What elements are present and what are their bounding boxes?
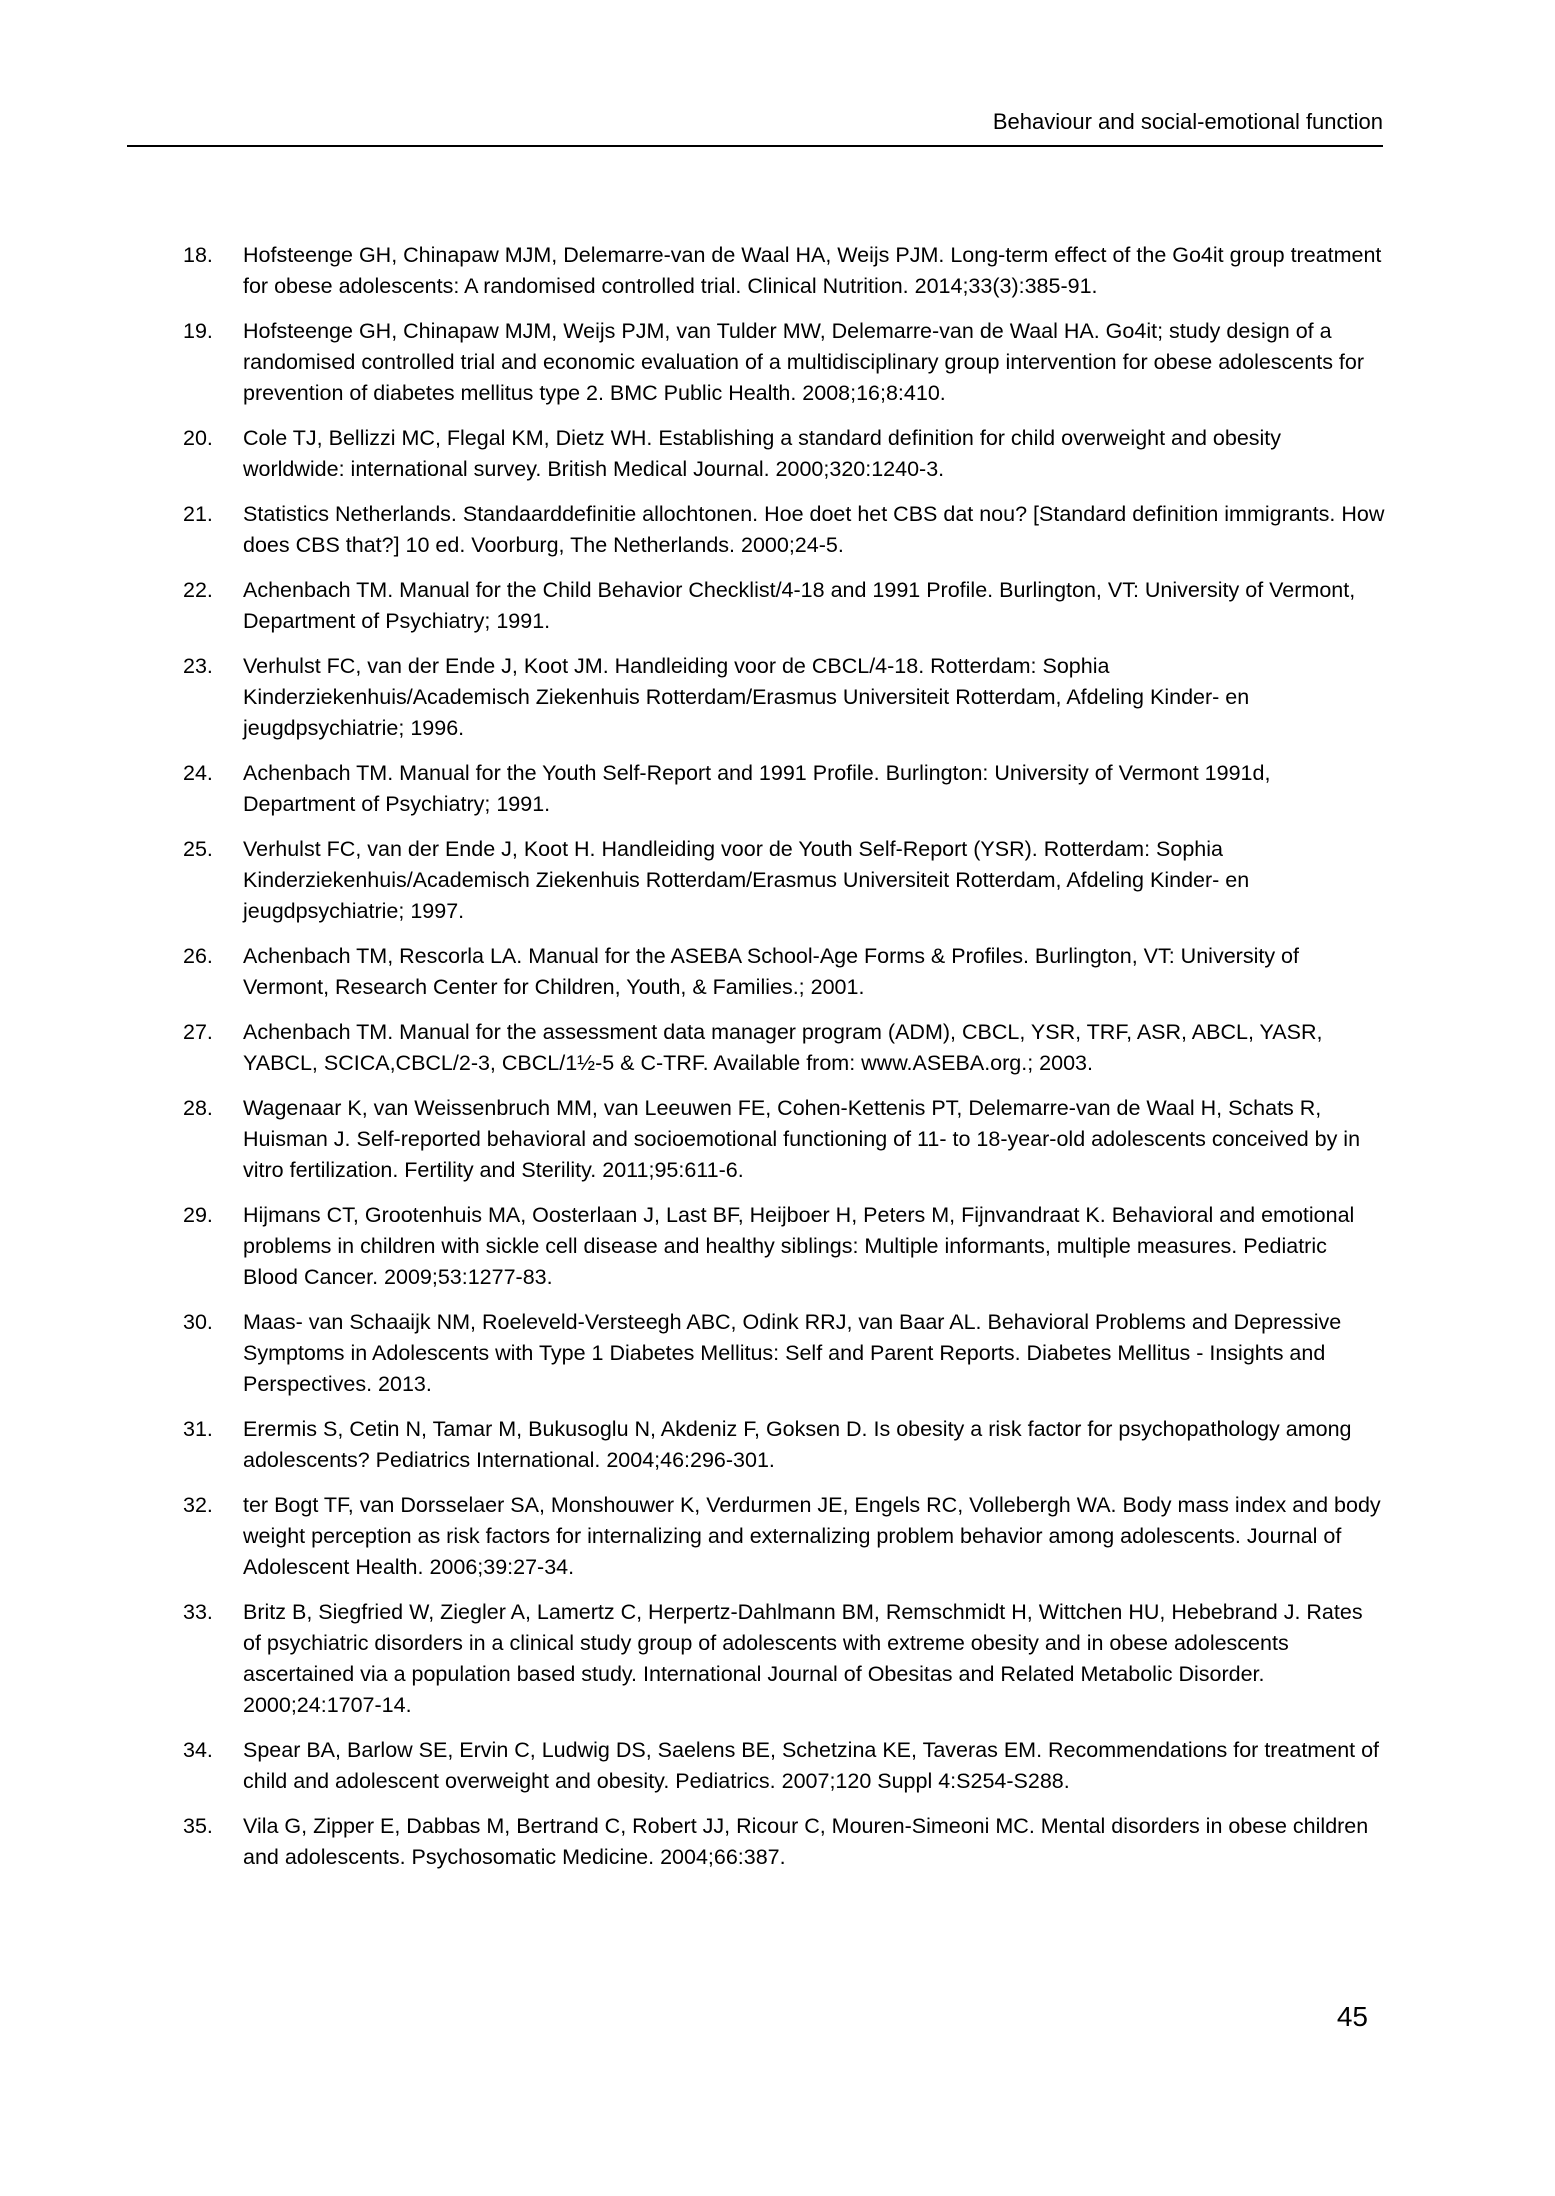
running-header <box>127 108 1383 142</box>
reference-number: 20. <box>183 426 213 450</box>
reference-item <box>183 651 1386 744</box>
reference-text: Verhulst FC, van der Ende J, Koot JM. Handleiding voor de CBCL/4-18. Rotterdam: Sophia Kinderziekenhuis/Academisch Ziekenhuis Rotterdam/Erasmus Universiteit Rotterdam, Afdeling Kinder- en jeugdpsychiatrie; 1996. <box>243 654 1250 740</box>
reference-number: 19. <box>183 319 213 343</box>
reference-text: Achenbach TM. Manual for the assessment data manager program (ADM), CBCL, YSR, TRF, ASR, ABCL, YASR, YABCL, SCICA,CBCL/2-3, CBCL/1½-5 & C-TRF. Available from: www.ASEBA.org.; 2003. <box>243 1020 1323 1075</box>
page-number: 45 <box>1336 2001 1368 2032</box>
reference-text: Verhulst FC, van der Ende J, Koot H. Handleiding voor de Youth Self-Report (YSR). Rotterdam: Sophia Kinderziekenhuis/Academisch Ziekenhuis Rotterdam/Erasmus Universiteit Rotterdam, Afdeling Kinder- en jeugdpsychiatrie; 1997. <box>243 837 1250 923</box>
reference-text: Achenbach TM. Manual for the Youth Self-Report and 1991 Profile. Burlington: University of Vermont 1991d, Department of Psychiatry; 1991. <box>243 761 1271 816</box>
reference-number: 33. <box>183 1600 213 1624</box>
reference-text: Hijmans CT, Grootenhuis MA, Oosterlaan J, Last BF, Heijboer H, Peters M, Fijnvandraat K. Behavioral and emotional problems in children with sickle cell disease and healthy siblings: Multiple informants, multiple measures. Pediatric Blood Cancer. 2009;53:1277-83. <box>243 1203 1355 1289</box>
reference-number: 29. <box>183 1203 213 1227</box>
reference-item <box>183 941 1386 1003</box>
reference-number: 24. <box>183 761 213 785</box>
reference-item <box>183 1093 1386 1186</box>
reference-text: Hofsteenge GH, Chinapaw MJM, Delemarre-van de Waal HA, Weijs PJM. Long-term effect of the Go4it group treatment for obese adolescents: A randomised controlled trial. Clinical Nutrition. 2014;33(3):385-91. <box>243 243 1382 298</box>
reference-list <box>183 240 1386 1887</box>
reference-number: 35. <box>183 1814 213 1838</box>
reference-number: 30. <box>183 1310 213 1334</box>
reference-text: Hofsteenge GH, Chinapaw MJM, Weijs PJM, van Tulder MW, Delemarre-van de Waal HA. Go4it; study design of a randomised controlled trial and economic evaluation of a multidisciplinary group intervention for obese adolescents for prevention of diabetes mellitus type 2. BMC Public Health. 2008;16;8:410. <box>243 319 1365 405</box>
reference-item <box>183 316 1386 409</box>
reference-item <box>183 758 1386 820</box>
reference-item <box>183 834 1386 927</box>
header-rule <box>127 145 1383 147</box>
reference-item <box>183 1017 1386 1079</box>
reference-text: Erermis S, Cetin N, Tamar M, Bukusoglu N, Akdeniz F, Goksen D. Is obesity a risk factor for psychopathology among adolescents? Pediatrics International. 2004;46:296-301. <box>243 1417 1352 1472</box>
reference-text: Achenbach TM, Rescorla LA. Manual for the ASEBA School-Age Forms & Profiles. Burlington, VT: University of Vermont, Research Center for Children, Youth, & Families.; 2001. <box>243 944 1299 999</box>
reference-number: 18. <box>183 243 213 267</box>
reference-item <box>183 499 1386 561</box>
reference-number: 23. <box>183 654 213 678</box>
reference-item <box>183 1490 1386 1583</box>
reference-text: Spear BA, Barlow SE, Ervin C, Ludwig DS, Saelens BE, Schetzina KE, Taveras EM. Recommendations for treatment of child and adolescent overweight and obesity. Pediatrics. 2007;120 Suppl 4:S254-S288. <box>243 1738 1380 1793</box>
reference-number: 22. <box>183 578 213 602</box>
reference-text: Statistics Netherlands. Standaarddefinitie allochtonen. Hoe doet het CBS dat nou? [Standard definition immigrants. How does CBS that?] 10 ed. Voorburg, The Netherlands. 2000;24-5. <box>243 502 1385 557</box>
reference-text: Wagenaar K, van Weissenbruch MM, van Leeuwen FE, Cohen-Kettenis PT, Delemarre-van de Waal H, Schats R, Huisman J. Self-reported behavioral and socioemotional functioning of 11- to 18-year-old adolescents conceived by in vitro fertilization. Fertility and Sterility. 2011;95:611-6. <box>243 1096 1361 1182</box>
reference-text: Cole TJ, Bellizzi MC, Flegal KM, Dietz WH. Establishing a standard definition for child overweight and obesity worldwide: international survey. British Medical Journal. 2000;320:1240-3. <box>243 426 1282 481</box>
reference-number: 34. <box>183 1738 213 1762</box>
reference-text: Vila G, Zipper E, Dabbas M, Bertrand C, Robert JJ, Ricour C, Mouren-Simeoni MC. Mental disorders in obese children and adolescents. Psychosomatic Medicine. 2004;66:387. <box>243 1814 1369 1869</box>
reference-item <box>183 1200 1386 1293</box>
reference-number: 27. <box>183 1020 213 1044</box>
reference-number: 31. <box>183 1417 213 1441</box>
reference-number: 21. <box>183 502 213 526</box>
reference-number: 28. <box>183 1096 213 1120</box>
reference-item <box>183 240 1386 302</box>
reference-number: 25. <box>183 837 213 861</box>
reference-number: 26. <box>183 944 213 968</box>
reference-item <box>183 575 1386 637</box>
reference-text: Achenbach TM. Manual for the Child Behavior Checklist/4-18 and 1991 Profile. Burlington, VT: University of Vermont, Department of Psychiatry; 1991. <box>243 578 1356 633</box>
reference-text: Maas- van Schaaijk NM, Roeleveld-Versteegh ABC, Odink RRJ, van Baar AL. Behavioral Problems and Depressive Symptoms in Adolescents with Type 1 Diabetes Mellitus: Self and Parent Reports. Diabetes Mellitus - Insights and Perspectives. 2013. <box>243 1310 1342 1396</box>
reference-text: ter Bogt TF, van Dorsselaer SA, Monshouwer K, Verdurmen JE, Engels RC, Vollebergh WA. Body mass index and body weight perception as risk factors for internalizing and externalizing problem behavior among adolescents. Journal of Adolescent Health. 2006;39:27-34. <box>243 1493 1381 1579</box>
reference-item <box>183 423 1386 485</box>
reference-item <box>183 1414 1386 1476</box>
reference-item <box>183 1735 1386 1797</box>
header-title: Behaviour and social-emotional function <box>992 109 1383 134</box>
reference-text: Britz B, Siegfried W, Ziegler A, Lamertz C, Herpertz-Dahlmann BM, Remschmidt H, Wittchen HU, Hebebrand J. Rates of psychiatric disorders in a clinical study group of adolescents with extreme obesity and in obese adolescents ascertained via a population based study. International Journal of Obesitas and Related Metabolic Disorder. 2000;24:1707-14. <box>243 1600 1363 1717</box>
reference-item <box>183 1811 1386 1873</box>
reference-item <box>183 1597 1386 1721</box>
reference-number: 32. <box>183 1493 213 1517</box>
reference-item <box>183 1307 1386 1400</box>
